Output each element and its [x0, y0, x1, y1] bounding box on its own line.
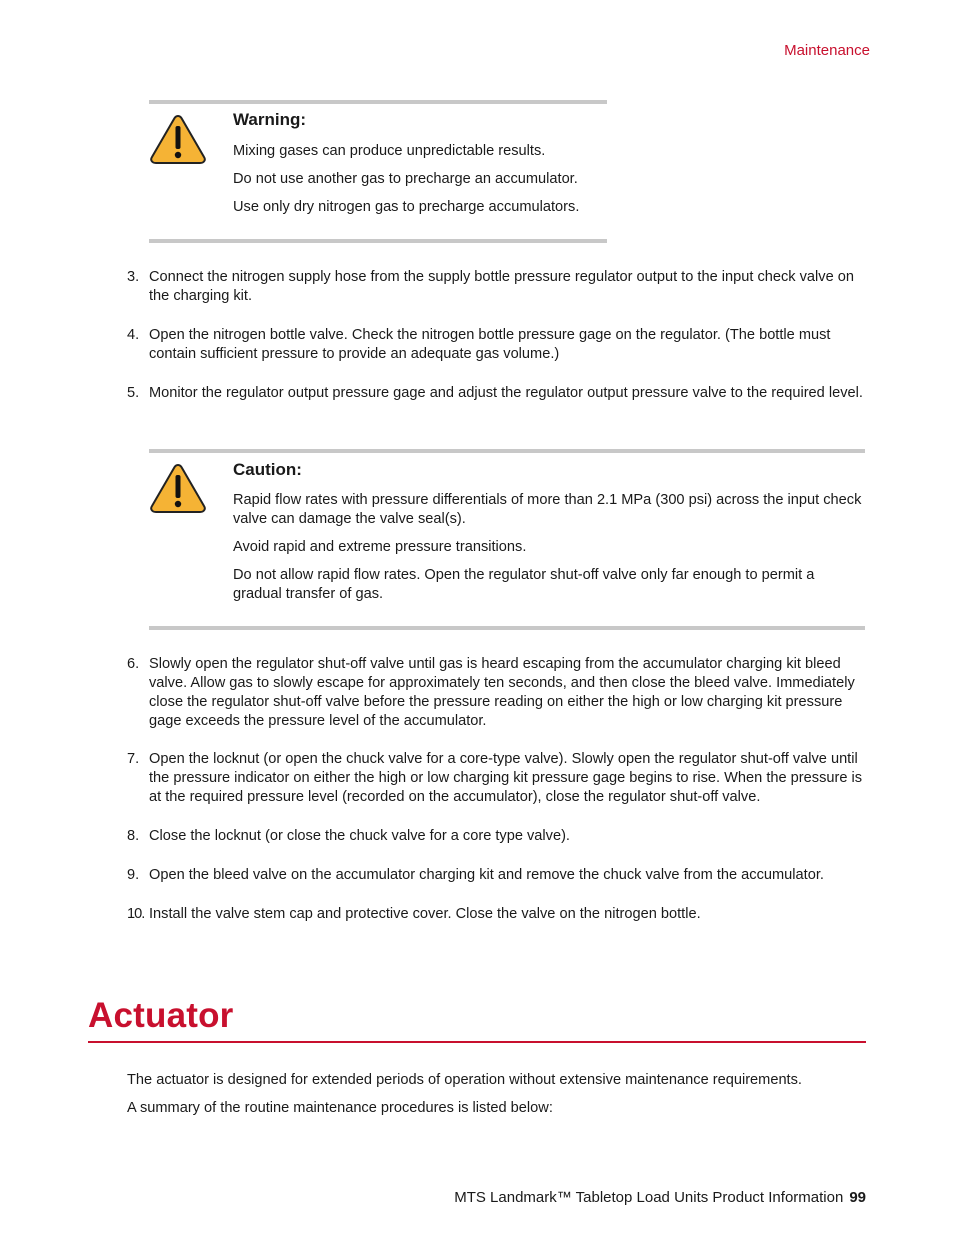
caution-paragraph: Rapid flow rates with pressure differentials of more than 2.1 MPa (300 psi) across the input check valve can damage the valve seal(s). — [233, 492, 862, 527]
list-item — [127, 866, 867, 885]
warning-top-rule — [149, 100, 607, 104]
step-text: Install the valve stem cap and protective cover. Close the valve on the nitrogen bottle. — [149, 906, 701, 922]
warning-paragraph: Do not use another gas to precharge an accumulator. — [233, 171, 578, 187]
step-number: 5. — [127, 385, 140, 401]
list-item — [127, 326, 867, 364]
body-paragraph: The actuator is designed for extended periods of operation without extensive maintenance requirements. — [127, 1072, 802, 1088]
caution-paragraph: Do not allow rapid flow rates. Open the regulator shut-off valve only far enough to permit a gradual transfer of gas. — [233, 567, 815, 602]
warning-triangle-icon — [149, 113, 207, 165]
warning-paragraph: Mixing gases can produce unpredictable results. — [233, 143, 546, 159]
step-number: 10. — [127, 906, 145, 922]
step-number: 7. — [127, 751, 140, 767]
caution-bottom-rule — [149, 626, 865, 630]
step-number: 6. — [127, 656, 140, 672]
running-header: Maintenance — [784, 42, 870, 59]
caution-title: Caution: — [233, 460, 302, 479]
warning-title: Warning: — [233, 110, 307, 129]
section-title: Actuator — [88, 996, 234, 1035]
footer-doc-title: MTS Landmark™ Tabletop Load Units Product Information — [454, 1189, 844, 1206]
step-number: 8. — [127, 828, 140, 844]
warning-paragraph: Use only dry nitrogen gas to precharge accumulators. — [233, 199, 580, 215]
caution-paragraph: Avoid rapid and extreme pressure transitions. — [233, 539, 527, 555]
body-paragraph: A summary of the routine maintenance procedures is listed below: — [127, 1100, 553, 1116]
section-rule — [88, 1041, 866, 1043]
step-text: Slowly open the regulator shut-off valve until gas is heard escaping from the accumulator charging kit bleed valve. Allow gas to slowly escape for approximately ten seconds, and then close the bleed valve. Immediately close the regulator shut-off valve before the pressure reading on either the high or low charging kit pressure gage exceeds the pressure level of the accumulator. — [149, 656, 855, 729]
step-number: 3. — [127, 269, 140, 285]
page-footer — [454, 1189, 866, 1206]
list-item — [127, 905, 867, 924]
step-text: Close the locknut (or close the chuck valve for a core type valve). — [149, 828, 570, 844]
step-number: 9. — [127, 867, 140, 883]
caution-top-rule — [149, 449, 865, 453]
step-text: Connect the nitrogen supply hose from the supply bottle pressure regulator output to the input check valve on the charging kit. — [149, 269, 854, 304]
list-item — [127, 268, 867, 306]
step-text: Monitor the regulator output pressure gage and adjust the regulator output pressure valve to the required level. — [149, 385, 863, 401]
list-item — [127, 655, 867, 731]
caution-triangle-icon — [149, 462, 207, 514]
list-item — [127, 827, 867, 846]
warning-bottom-rule — [149, 239, 607, 243]
list-item — [127, 384, 867, 403]
step-text: Open the locknut (or open the chuck valve for a core-type valve). Slowly open the regulator shut-off valve until the pressure indicator on either the high or low charging kit pressure gage begins to rise. When the pressure is at the required pressure level (recorded on the accumulator), close the regulator shut-off valve. — [149, 751, 863, 805]
step-number: 4. — [127, 327, 140, 343]
step-text: Open the nitrogen bottle valve. Check the nitrogen bottle pressure gage on the regulator. (The bottle must contain sufficient pressure to provide an adequate gas volume.) — [149, 327, 831, 362]
list-item — [127, 750, 867, 807]
page-number: 99 — [849, 1189, 866, 1206]
step-text: Open the bleed valve on the accumulator charging kit and remove the chuck valve from the accumulator. — [149, 867, 824, 883]
